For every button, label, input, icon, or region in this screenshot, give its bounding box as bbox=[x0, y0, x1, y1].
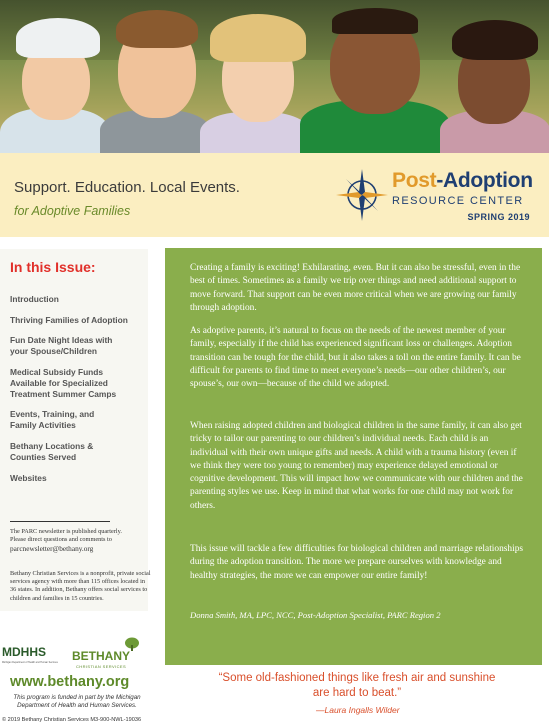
quote-text: “Some old-fashioned things like fresh air and sunshine are hard to beat.” bbox=[218, 672, 496, 699]
toc-item[interactable]: Thriving Families of Adoption bbox=[10, 315, 128, 325]
table-of-contents bbox=[0, 249, 148, 611]
bethany-logo-subtext: CHRISTIAN SERVICES bbox=[76, 664, 127, 669]
author-signature: Donna Smith, MA, LPC, NCC, Post-Adoption Specialist, PARC Region 2 bbox=[190, 610, 441, 620]
mdhhs-logo bbox=[2, 639, 62, 669]
bethany-logo bbox=[72, 637, 142, 669]
toc-title: In this Issue: bbox=[10, 259, 96, 275]
divider bbox=[10, 521, 110, 522]
toc-item[interactable]: Introduction bbox=[10, 294, 59, 304]
bethany-logo-text: BETHANY bbox=[72, 649, 131, 663]
sidebar bbox=[0, 237, 160, 728]
logo-title: Post-Adoption bbox=[392, 169, 533, 192]
hair-shape bbox=[116, 10, 198, 48]
intro-panel bbox=[165, 248, 542, 665]
hair-shape bbox=[452, 20, 538, 60]
hair-shape bbox=[210, 14, 306, 62]
body-paragraph: When raising adopted children and biological children in the same family, it can also get tricky to tailor our parenting to our children’s individual needs. Each child is an individual with their own unique gifts and needs. A child with a trauma history (even if we think they were too young to remember) may experience delayed emotional or cognitive development. This will impact how we communicate with our children and the parenting styles we use. Keep in mind that what works for one child may not work for others. bbox=[190, 421, 523, 511]
mdhhs-logo-text: MDHHS bbox=[2, 645, 46, 659]
about-bethany: Bethany Christian Services is a nonprofit, private social services agency with more than 115 offices located in 36 states. In addition, Bethany offers social services to children and families in 15 countries. bbox=[10, 570, 151, 602]
hair-shape bbox=[332, 8, 418, 34]
mdhhs-logo-subtext: Michigan Department of Health and Human Services bbox=[2, 661, 58, 664]
toc-item[interactable]: Events, Training, and Family Activities bbox=[10, 409, 95, 430]
newsletter-note: The PARC newsletter is published quarterly. Please direct questions and comments to parcnewsletter@bethany.org bbox=[10, 528, 152, 553]
toc-item[interactable]: Bethany Locations & Counties Served bbox=[10, 441, 94, 462]
logo-subtitle: RESOURCE CENTER bbox=[392, 195, 524, 207]
website-link[interactable]: www.bethany.org bbox=[10, 674, 130, 690]
newsletter-email-link[interactable]: parcnewsletter@bethany.org bbox=[10, 544, 94, 554]
toc-item[interactable]: Fun Date Night Ideas with your Spouse/Children bbox=[10, 335, 113, 356]
tagline: Support. Education. Local Events. bbox=[14, 179, 240, 196]
toc-item[interactable]: Websites bbox=[10, 473, 47, 483]
compass-icon bbox=[334, 167, 390, 223]
cap-icon bbox=[16, 18, 100, 58]
body-paragraph: As adoptive parents, it’s natural to focus on the needs of the newest member of your family, especially if the child has experienced significant loss or challenges. Adoption transition can be tough for the child, but it also takes a toll on the entire family. It can be difficult for parents to find time to meet everyone’s needs—our other children’s, our spouse’s, our own—because of the child we adopted. bbox=[190, 326, 521, 390]
subtagline: for Adoptive Families bbox=[14, 204, 131, 218]
quote-author: —Laura Ingalls Wilder bbox=[316, 705, 400, 715]
toc-item[interactable]: Medical Subsidy Funds Available for Specialized Treatment Summer Camps bbox=[10, 367, 117, 399]
body-paragraph: This issue will tackle a few difficulties for biological children and marriage relationships during the adoption transition. The more we prepare ourselves with knowledge and healthy strategies, the more we can empower our entire family! bbox=[190, 544, 524, 581]
body-paragraph: Creating a family is exciting! Exhilarating, even. But it can also be stressful, even in the best of times. Sometimes as a family we trip over things and need additional support to move forward. That support can be even more critical when we are growing our family through adoption. bbox=[190, 263, 521, 313]
funding-note: This program is funded in part by the Michigan Department of Health and Human Services. bbox=[13, 694, 141, 709]
header-band bbox=[0, 153, 549, 237]
hero-photo bbox=[0, 0, 549, 153]
parc-logo bbox=[334, 165, 534, 227]
copyright: © 2019 Bethany Christian Services M3-900-NWL-19036 bbox=[2, 717, 142, 723]
edition-label: SPRING 2019 bbox=[467, 212, 530, 222]
